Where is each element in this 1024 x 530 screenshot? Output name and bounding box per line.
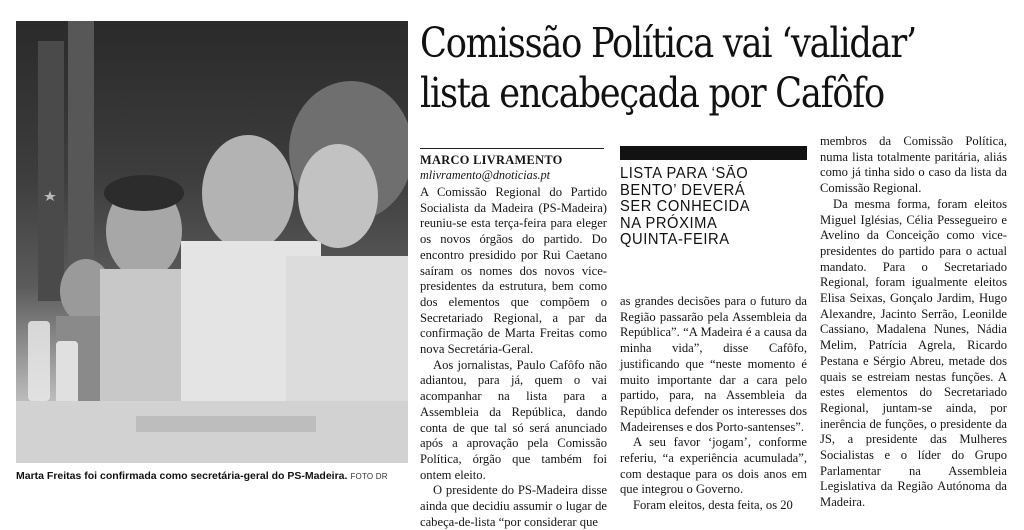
paragraph: membros da Comissão Política, numa lista totalmente paritária, aliás como já tinha sido o caso da lista da Comissão Regional.: [820, 134, 1007, 196]
paragraph: Da mesma forma, foram eleitos Miguel Iglésias, Célia Pessegueiro e Avelino da Conceição como vice-presidentes do partido para o actual mandato. Para o Secretariado Regional, foram igualmente eleitos Elisa Seixas, Gonçalo Jardim, Hugo Alexandre, Jacinto Serrão, Leonilde Cassiano, Madalena Nunes, Nádia Melim, Patrícia Agrela, Ricardo Pestana e Sérgio Abreu, metade dos quais se estreiam nestas funções. A estes elementos do Secretariado Regional, juntam-se ainda, por inerência de funções, o presidente da JS, a presidente das Mulheres Socialistas e o líder do Grupo Parlamentar na Assembleia Legislativa da Região Autónoma da Madeira.: [820, 196, 1007, 510]
paragraph: as grandes decisões para o futuro da Região passarão pela Assembleia da República”. “A Madeira é a causa da minha vida”, disse Cafôfo, justificando que “neste momento é muito importante dar a cara pelo partido, para, na Assembleia da República defender os interesses dos Madeirenses e dos Porto-santenses”.: [620, 294, 807, 434]
headline: [420, 18, 936, 118]
pull-quote-bar: [620, 146, 807, 160]
flag-middle: [68, 21, 94, 271]
byline-rule: [420, 148, 604, 149]
pull-quote-line: NA PRÓXIMA: [620, 214, 718, 232]
author-email: mlivramento@dnoticias.pt: [420, 168, 551, 182]
photo-illustration: [16, 21, 408, 463]
article-column-3: [820, 134, 1007, 511]
pull-quote: [620, 166, 810, 249]
article-photo: [16, 21, 408, 463]
article-column-1: [420, 185, 607, 530]
caption-text: Marta Freitas foi confirmada como secretária-geral do PS-Madeira.: [16, 470, 348, 482]
author-name: MARCO LIVRAMENTO: [420, 153, 563, 167]
water-glass: [28, 321, 50, 401]
article-column-2: [620, 294, 807, 514]
paragraph: Aos jornalistas, Paulo Cafôfo não adiantou, para já, quem o vai acompanhar na lista para a Assembleia da República, dando conta de que tal só será anunciado após a aprovação pela Comissão Política, órgão que também foi ontem eleito.: [420, 357, 607, 482]
paragraph: A seu favor ‘jogam’, conforme referiu, “a experiência acumulada”, com destaque para os dois anos em que integrou o Governo.: [620, 435, 807, 497]
byline: [420, 153, 610, 183]
paragraph: Foram eleitos, desta feita, os 20: [633, 498, 793, 513]
photo-caption: [16, 466, 416, 486]
person-bald: [202, 135, 294, 251]
paragraph: O presidente do PS-Madeira disse ainda que decidiu assumir o lugar de cabeça-de-lista “por considerar que: [420, 483, 607, 529]
photo-credit: FOTO DR: [350, 472, 388, 481]
paragraph: A Comissão Regional do Partido Socialista da Madeira (PS-Madeira) reuniu-se esta terça-feira para eleger os novos órgãos do partido. Do encontro presidido por Rui Caetano saíram os nomes dos novos vice-presidentes da estrutura, bem como dos elementos que compõem o Secretariado Regional, a par da confirmação de Marta Freitas como nova Secretária-Geral.: [420, 185, 607, 357]
pull-quote-line: QUINTA-FEIRA: [620, 231, 730, 248]
pull-quote-line: SER CONHECIDA: [620, 198, 751, 215]
headline-line-2: lista encabeçada por Cafôfo: [420, 69, 884, 117]
person-woman: [298, 144, 378, 248]
headline-line-1: Comissão Política vai ‘validar’: [420, 19, 916, 67]
flag-left: [38, 41, 64, 301]
pull-quote-line: LISTA PARA ‘SÃO: [620, 165, 749, 182]
pull-quote-line: BENTO’ DEVERÁ: [620, 181, 746, 199]
